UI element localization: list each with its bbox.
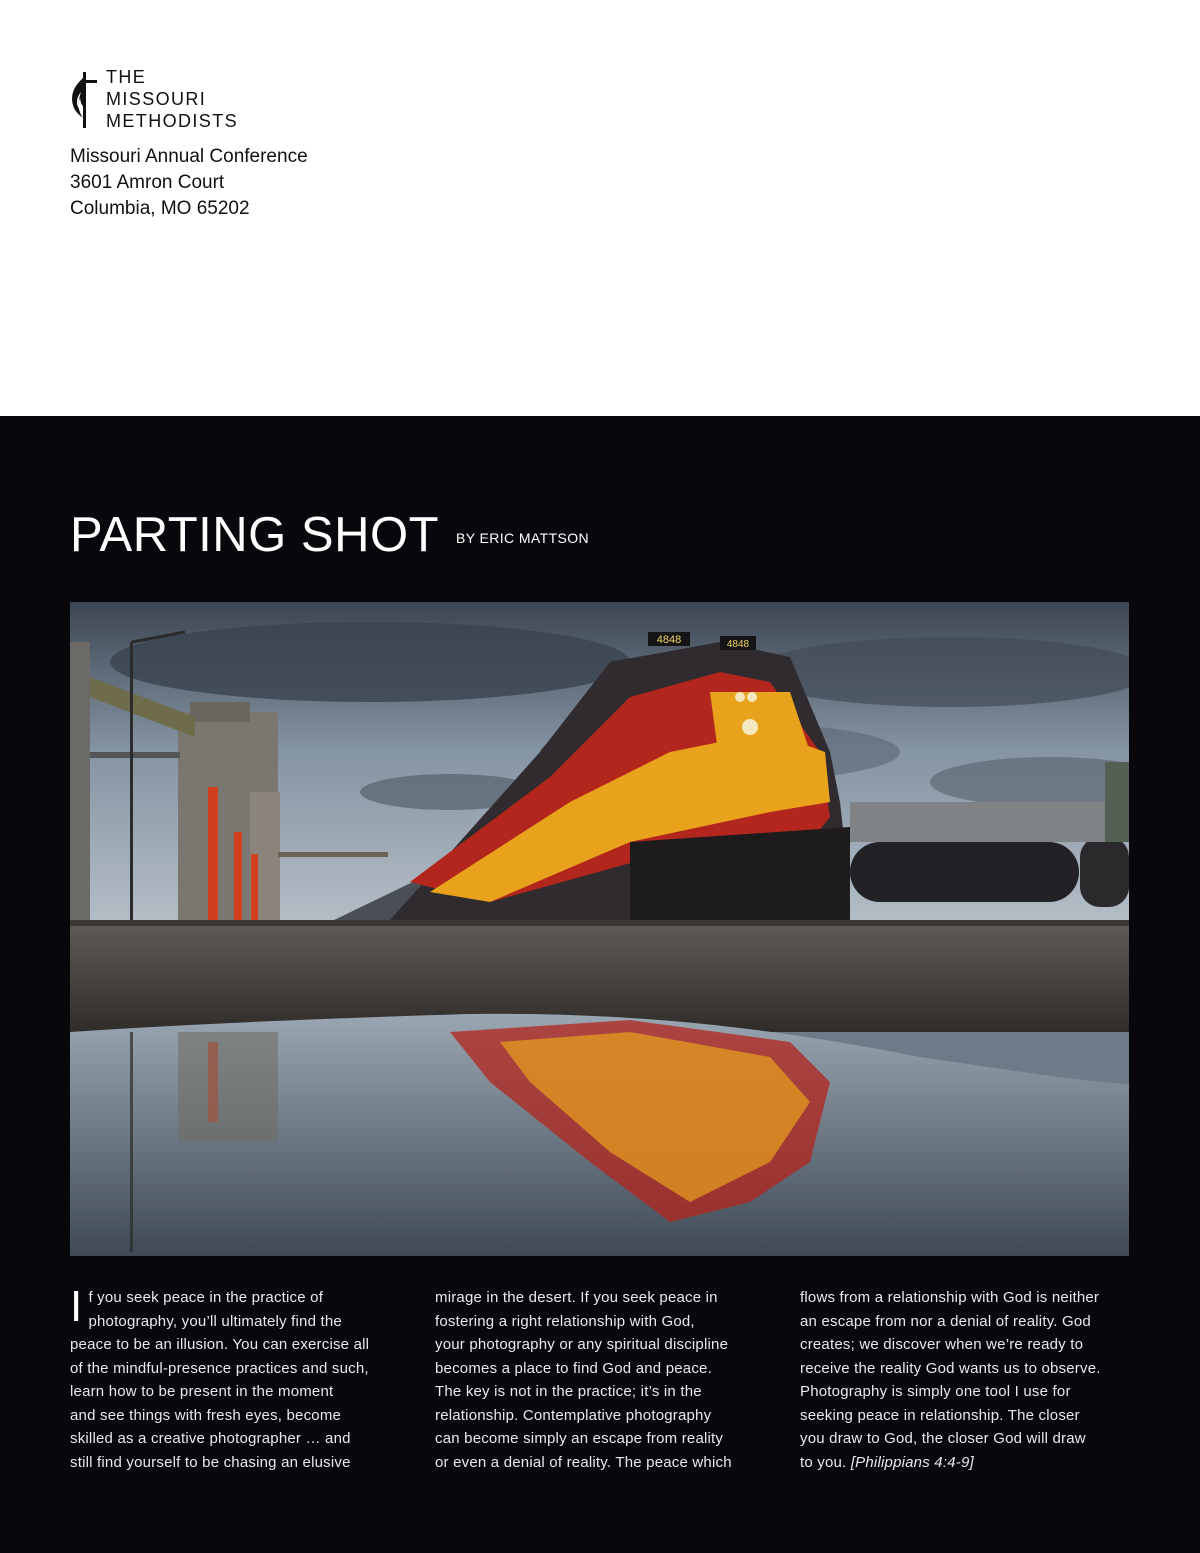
article-column-3 [800, 1286, 1130, 1474]
article-column-2 [435, 1286, 765, 1474]
body-line: and see things with fresh eyes, become [70, 1406, 342, 1424]
address-city: Columbia, MO 65202 [70, 198, 250, 219]
body-line: Photography is simply one tool I use for [800, 1383, 1071, 1400]
logo-line: METHODISTS [106, 111, 239, 131]
body-line: flows from a relationship with God is neither [800, 1289, 1100, 1306]
drop-cap: I [70, 1282, 83, 1331]
article-section [0, 416, 1200, 1553]
article-title: PARTING SHOT [70, 508, 440, 562]
locomotive-number-plate: 4848 [656, 634, 682, 646]
body-line-text: to you. [800, 1453, 847, 1471]
body-line: your photography or any spiritual discipline [435, 1336, 729, 1353]
logo-wordmark [106, 66, 238, 132]
body-line: of the mindful-presence practices and such, [70, 1359, 369, 1377]
body-line: fostering a right relationship with God, [435, 1312, 695, 1330]
article-column-1 [70, 1282, 400, 1474]
scripture-citation: [Philippians 4:4-9] [850, 1453, 974, 1471]
locomotive-number-plate: 4848 [726, 639, 750, 650]
masthead [70, 66, 390, 136]
body-line: receive the reality God wants us to observe. [800, 1359, 1101, 1377]
body-line: skilled as a creative photographer … and [70, 1430, 351, 1447]
body-line: becomes a place to find God and peace. [435, 1359, 712, 1377]
body-line-final [800, 1451, 1130, 1475]
body-line: or even a denial of reality. The peace which [435, 1453, 732, 1471]
body-line: relationship. Contemplative photography [435, 1406, 712, 1424]
photo-illustration [70, 602, 1129, 1256]
mailing-address [70, 144, 308, 222]
body-line: an escape from nor a denial of reality. God [800, 1312, 1091, 1330]
body-line: can become simply an escape from reality [435, 1430, 724, 1447]
body-line: seeking peace in relationship. The closer [800, 1406, 1080, 1424]
body-line: mirage in the desert. If you seek peace in [435, 1289, 718, 1306]
body-line: still find yourself to be chasing an elusive [70, 1453, 351, 1471]
body-line: peace to be an illusion. You can exercise all [70, 1336, 370, 1353]
train-locomotive-reflection-photo [70, 602, 1129, 1256]
article-byline: BY ERIC MATTSON [456, 530, 590, 546]
address-org: Missouri Annual Conference [70, 146, 308, 167]
body-line: creates; we discover when we’re ready to [800, 1336, 1084, 1353]
logo-line: THE [106, 67, 147, 87]
body-line: learn how to be present in the moment [70, 1383, 334, 1400]
body-line: you draw to God, the closer God will draw [800, 1430, 1086, 1447]
address-street: 3601 Amron Court [70, 172, 225, 193]
body-line: photography, you’ll ultimately find the [88, 1312, 342, 1330]
article-body [70, 1282, 1130, 1486]
logo-line: MISSOURI [106, 89, 207, 109]
body-line: f you seek peace in the practice of [88, 1289, 324, 1306]
body-line: The key is not in the practice; it’s in the [435, 1383, 702, 1400]
cross-and-flame-icon [70, 72, 100, 128]
